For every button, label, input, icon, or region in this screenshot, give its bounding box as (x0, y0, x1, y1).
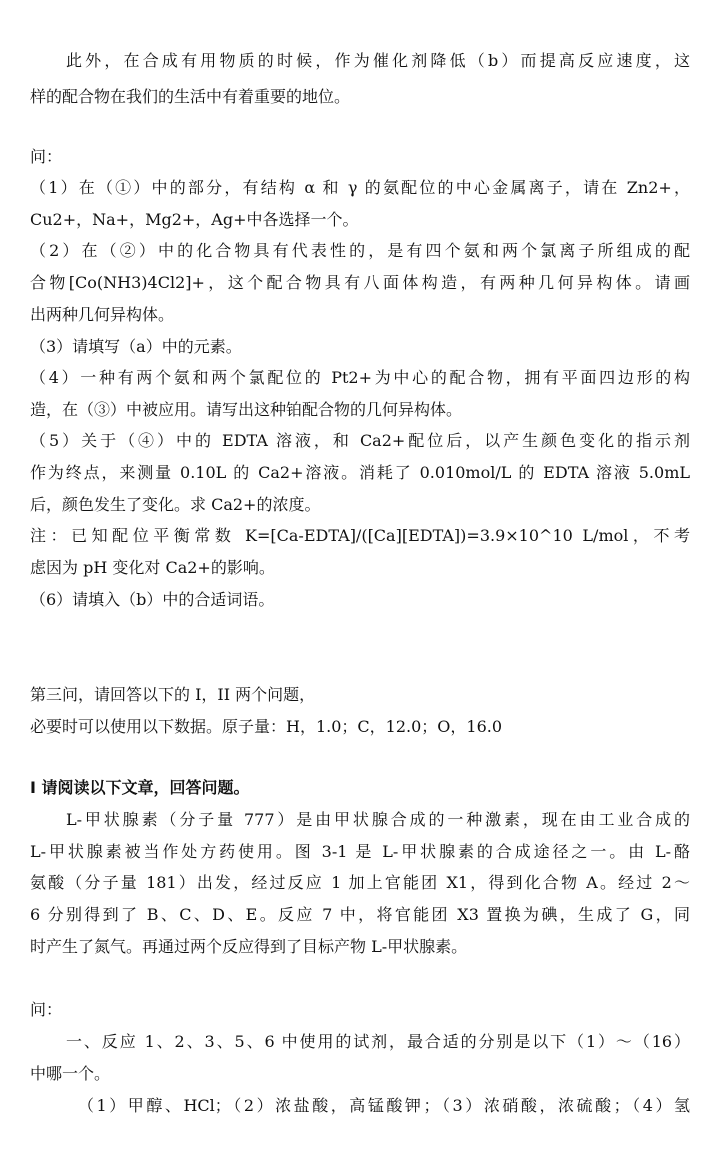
question-3-line-1: （3）请填写（a）中的元素。 (30, 337, 242, 356)
passage-line-4: 6 分别得到了 B、C、D、E。反应 7 中，将官能团 X3 置换为碘，生成了 G，同 (30, 905, 690, 924)
question-1-line-2: Cu2+，Na+，Mg2+，Ag+中各选择一个。 (30, 210, 359, 229)
question-1-line-1: （1）在（①）中的部分，有结构 α 和 γ 的氨配位的中心金属离子，请在 Zn2+， (30, 178, 690, 197)
question-4-line-2: 造，在（③）中被应用。请写出这种铂配合物的几何异构体。 (30, 400, 463, 419)
catalyst-paragraph-line-1: 此外，在合成有用物质的时候，作为催化剂降低（b）而提高反应速度，这 (66, 51, 690, 70)
question-2-line-1: （2）在（②）中的化合物具有代表性的，是有四个氨和两个氯离子所组成的配 (30, 241, 690, 260)
question-5-line-2: 作为终点，来测量 0.10L 的 Ca2+溶液。消耗了 0.010mol/L 的 EDTA 溶液 5.0mL (30, 463, 690, 482)
question-5-line-1: （5）关于（④）中的 EDTA 溶液，和 Ca2+配位后，以产生颜色变化的指示剂 (30, 431, 690, 450)
section-3-intro-line-1: 第三问，请回答以下的 I，II 两个问题， (30, 685, 316, 704)
passage-line-2: L-甲状腺素被当作处方药使用。图 3-1 是 L-甲状腺素的合成途径之一。由 L-酪 (30, 842, 690, 861)
question-2-line-3: 出两种几何异构体。 (30, 305, 175, 324)
question-6-line-1: （6）请填入（b）中的合适词语。 (30, 590, 275, 609)
question-one-line-2: 中哪一个。 (30, 1064, 111, 1083)
section-3-intro-line-2: 必要时可以使用以下数据。原子量：H，1.0；C，12.0；O，16.0 (30, 717, 503, 736)
questions-heading: 问： (30, 147, 63, 166)
options-line-1: （1）甲醇、HCl；（2）浓盐酸，高锰酸钾；（3）浓硝酸，浓硫酸；（4）氢 (78, 1096, 690, 1115)
question-4-line-1: （4）一种有两个氨和两个氯配位的 Pt2+为中心的配合物，拥有平面四边形的构 (30, 368, 690, 387)
part-i-heading: I 请阅读以下文章，回答问题。 (30, 778, 250, 797)
question-2-line-2: 合物[Co(NH3)4Cl2]+，这个配合物具有八面体构造，有两种几何异构体。请画 (30, 273, 690, 292)
catalyst-paragraph-line-2: 样的配合物在我们的生活中有着重要的地位。 (30, 87, 351, 106)
questions-heading-2: 问： (30, 1000, 63, 1019)
question-one-line-1: 一、反应 1、2、3、5、6 中使用的试剂，最合适的分别是以下（1）～（16） (66, 1032, 690, 1051)
passage-line-1: L-甲状腺素（分子量 777）是由甲状腺合成的一种激素，现在由工业合成的 (66, 810, 690, 829)
question-5-line-3: 后，颜色发生了变化。求 Ca2+的浓度。 (30, 495, 321, 514)
passage-line-3: 氨酸（分子量 181）出发，经过反应 1 加上官能团 X1，得到化合物 A。经过 2～ (30, 873, 690, 892)
passage-line-5: 时产生了氮气。再通过两个反应得到了目标产物 L-甲状腺素。 (30, 937, 468, 956)
note-line-2: 虑因为 pH 变化对 Ca2+的影响。 (30, 558, 275, 577)
note-line-1: 注：已知配位平衡常数 K=[Ca-EDTA]/([Ca][EDTA])=3.9×10^10 L/mol，不考 (30, 526, 690, 545)
